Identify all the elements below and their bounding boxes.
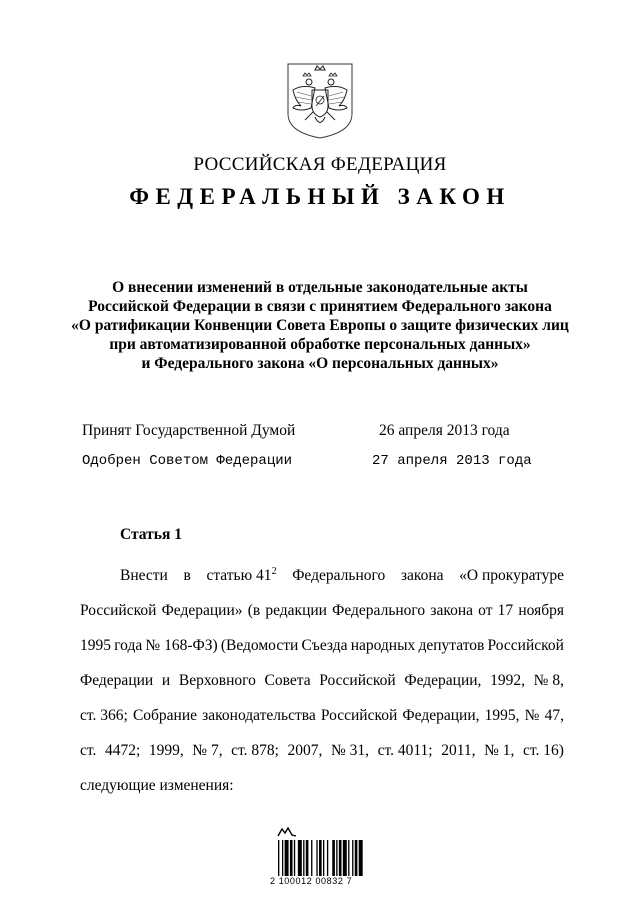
article-word: Российской <box>80 602 157 619</box>
article-word: № 1, <box>484 742 515 759</box>
article-word: 2007, <box>287 742 323 759</box>
approved-date: 27 апреля 2013 года <box>372 453 532 469</box>
law-title <box>60 278 580 373</box>
article-word: 1992, <box>490 672 525 689</box>
article-word: № <box>524 707 540 724</box>
article-heading: Статья 1 <box>120 526 182 543</box>
article-word: № 168-ФЗ) <box>145 637 218 654</box>
article-word: Российской <box>319 672 396 689</box>
article-word: Федерального <box>292 567 386 584</box>
article-word: ст. 16) <box>522 742 564 759</box>
article-word: (Ведомости <box>220 637 299 654</box>
article-word: Верховного <box>178 672 256 689</box>
article-word: ст. 4011; <box>377 742 433 759</box>
article-line <box>80 698 564 733</box>
article-word: Федерации, <box>402 707 480 724</box>
article-word: редакции <box>265 602 327 619</box>
article-word: ст. 878; <box>231 742 279 759</box>
article-word: и <box>161 672 171 689</box>
article-word: года <box>114 637 143 654</box>
law-title-line: и Федерального закона «О персональных данных» <box>141 355 499 372</box>
article-word: 47, <box>544 707 564 724</box>
article-word: в <box>183 567 191 584</box>
article-word: ноября <box>518 602 564 619</box>
article-word: «О прокуратуре <box>459 567 564 584</box>
article-word: ст. 366; <box>80 707 128 724</box>
article-word: № 8, <box>533 672 564 689</box>
article-word: 4472; <box>104 742 141 759</box>
article-word: ст. <box>80 742 97 759</box>
article-word: народных <box>350 637 416 654</box>
article-word: Совета <box>264 672 311 689</box>
article-word: 1995 <box>80 637 111 654</box>
article-word: Собрание <box>132 707 198 724</box>
article-word: депутатов <box>418 637 485 654</box>
article-word: № 31, <box>331 742 370 759</box>
article-word: 17 <box>497 602 514 619</box>
adopted-label: Принят Государственной Думой <box>82 422 296 439</box>
article-word: 1995, <box>484 707 520 724</box>
adopted-date: 26 апреля 2013 года <box>379 422 510 439</box>
article-word: Российской <box>487 637 564 654</box>
article-line <box>80 593 564 628</box>
article-word: № 7, <box>192 742 223 759</box>
article-word: Федерации, <box>404 672 482 689</box>
article-word-text: статью 41 <box>206 567 272 584</box>
article-line <box>80 663 564 698</box>
law-title-line: Российской Федерации в связи с принятием Федерального закона <box>88 298 552 315</box>
barcode-block <box>270 826 380 886</box>
article-word <box>206 558 276 593</box>
article-word: Федерации <box>80 672 154 689</box>
barcode-icon <box>278 840 364 876</box>
article-word: 1999, <box>148 742 184 759</box>
article-word: 2011, <box>441 742 476 759</box>
article-body <box>80 558 564 803</box>
article-word: закона <box>400 567 444 584</box>
barcode-number: 2 100012 00832 7 <box>270 876 353 886</box>
law-title-line: «О ратификации Конвенции Совета Европы о защите физических лиц <box>71 317 569 334</box>
article-superscript: 2 <box>271 565 277 577</box>
article-word: Съезда <box>301 637 348 654</box>
law-title-line: О внесении изменений в отдельные законодательные акты <box>112 279 528 296</box>
article-word: законодательства <box>202 707 316 724</box>
article-line <box>80 558 564 593</box>
coat-of-arms-emblem <box>285 62 355 140</box>
article-line <box>80 768 564 803</box>
article-word: Федерального <box>332 602 426 619</box>
law-title-line: при автоматизированной обработке персональных данных» <box>109 336 531 353</box>
article-word: Внести <box>120 567 168 584</box>
article-word: Федерации» <box>161 602 243 619</box>
article-line <box>80 733 564 768</box>
article-word: (в <box>247 602 261 619</box>
article-word: Российской <box>320 707 398 724</box>
article-last-line: следующие изменения: <box>80 777 234 794</box>
publisher-mark-icon <box>276 826 298 838</box>
article-line <box>80 628 564 663</box>
document-type: ФЕДЕРАЛЬНЫЙ ЗАКОН <box>129 184 511 209</box>
approved-label: Одобрен Советом Федерации <box>82 453 293 469</box>
article-word: закона <box>430 602 473 619</box>
article-word: от <box>478 602 493 619</box>
country-name: РОССИЙСКАЯ ФЕДЕРАЦИЯ <box>193 154 447 175</box>
